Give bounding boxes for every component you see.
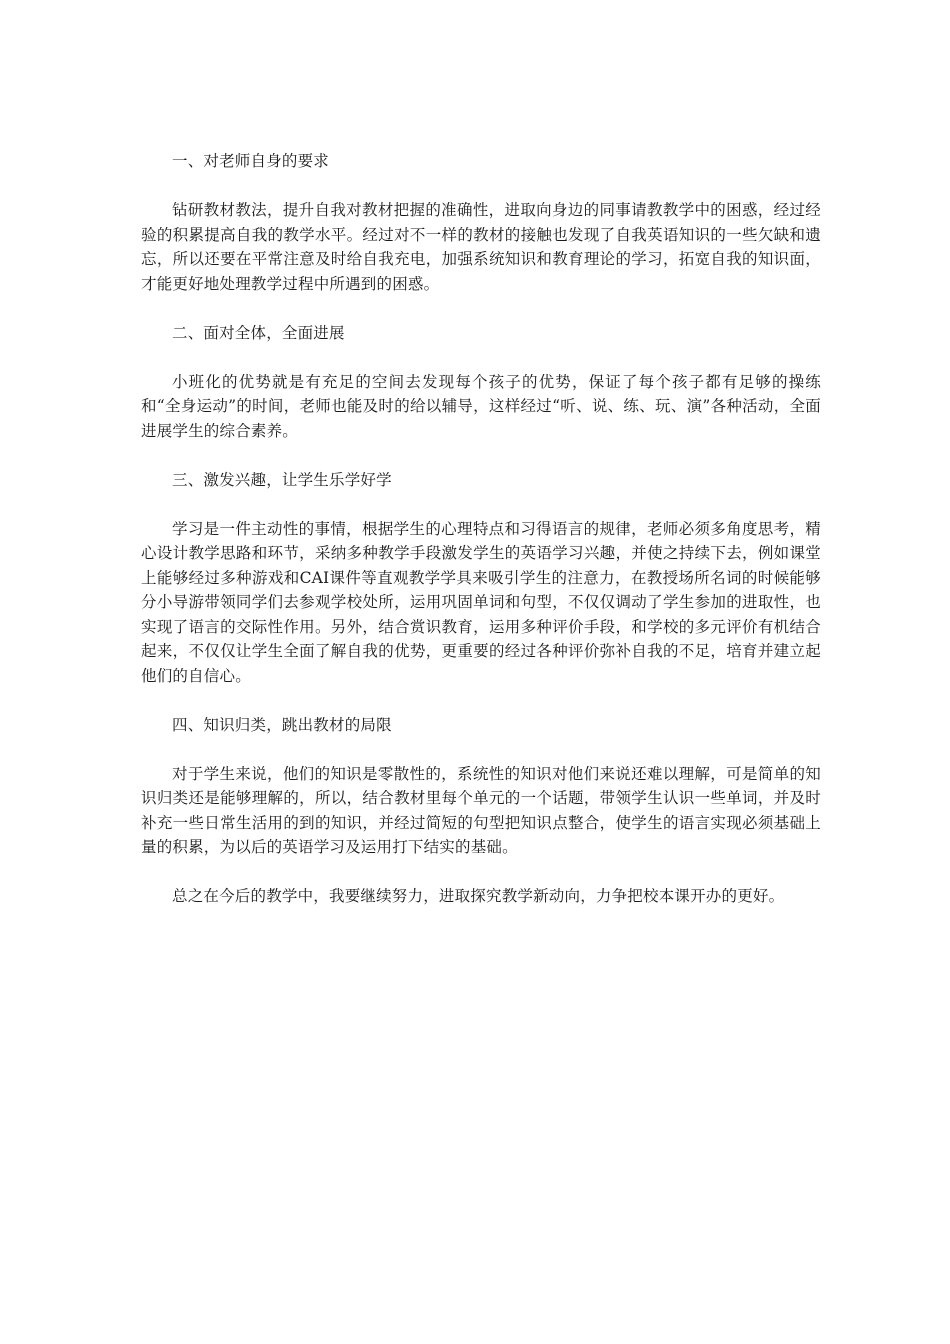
section-heading-1: 一、对老师自身的要求 bbox=[172, 152, 330, 170]
section-heading-3: 三、激发兴趣，让学生乐学好学 bbox=[172, 470, 392, 489]
section-paragraph-3: 学习是一件主动性的事情，根据学生的心理特点和习得语言的规律，老师必须多角度思考，精心设计教学思路和环节，采纳多种教学手段激发学生的英语学习兴趣，并使之持续下去，例如课堂上能够经过多种游戏和CAI课件等直观教学学具来吸引学生的注意力，在教授场所名词的时候能够分小导游带领同学们去参观学校处所，运用巩固单词和句型，不仅仅调动了学生参加的进取性，也实现了语言的交际性作用。另外，结合赏识教育，运用多种评价手段，和学校的多元评价有机结合起来，不仅仅让学生全面了解自我的优势，更重要的经过各种评价弥补自我的不足，培育并建立起他们的自信心。 bbox=[141, 519, 821, 685]
section-heading-2: 二、面对全体，全面进展 bbox=[172, 323, 345, 342]
conclusion-paragraph: 总之在今后的教学中，我要继续努力，进取探究教学新动向，力争把校本课开办的更好。 bbox=[172, 887, 785, 905]
document-body bbox=[141, 149, 821, 933]
section-paragraph-2: 小班化的优势就是有充足的空间去发现每个孩子的优势，保证了每个孩子都有足够的操练和“全身运动”的时间，老师也能及时的给以辅导，这样经过“听、说、练、玩、演”各种活动，全面进展学生的综合素养。 bbox=[141, 372, 821, 440]
section-heading-4: 四、知识归类，跳出教材的局限 bbox=[172, 715, 392, 734]
section-paragraph-1: 钻研教材教法，提升自我对教材把握的准确性，进取向身边的同事请教教学中的困惑，经过经验的积累提高自我的教学水平。经过对不一样的教材的接触也发现了自我英语知识的一些欠缺和遗忘，所以还要在平常注意及时给自我充电，加强系统知识和教育理论的学习，拓宽自我的知识面，才能更好地处理教学过程中所遇到的困惑。 bbox=[141, 201, 821, 293]
section-paragraph-4: 对于学生来说，他们的知识是零散性的，系统性的知识对他们来说还难以理解，可是简单的知识归类还是能够理解的，所以，结合教材里每个单元的一个话题，带领学生认识一些单词，并及时补充一些日常生活用的到的知识，并经过简短的句型把知识点整合，使学生的语言实现必须基础上量的积累，为以后的英语学习及运用打下结实的基础。 bbox=[141, 764, 821, 856]
